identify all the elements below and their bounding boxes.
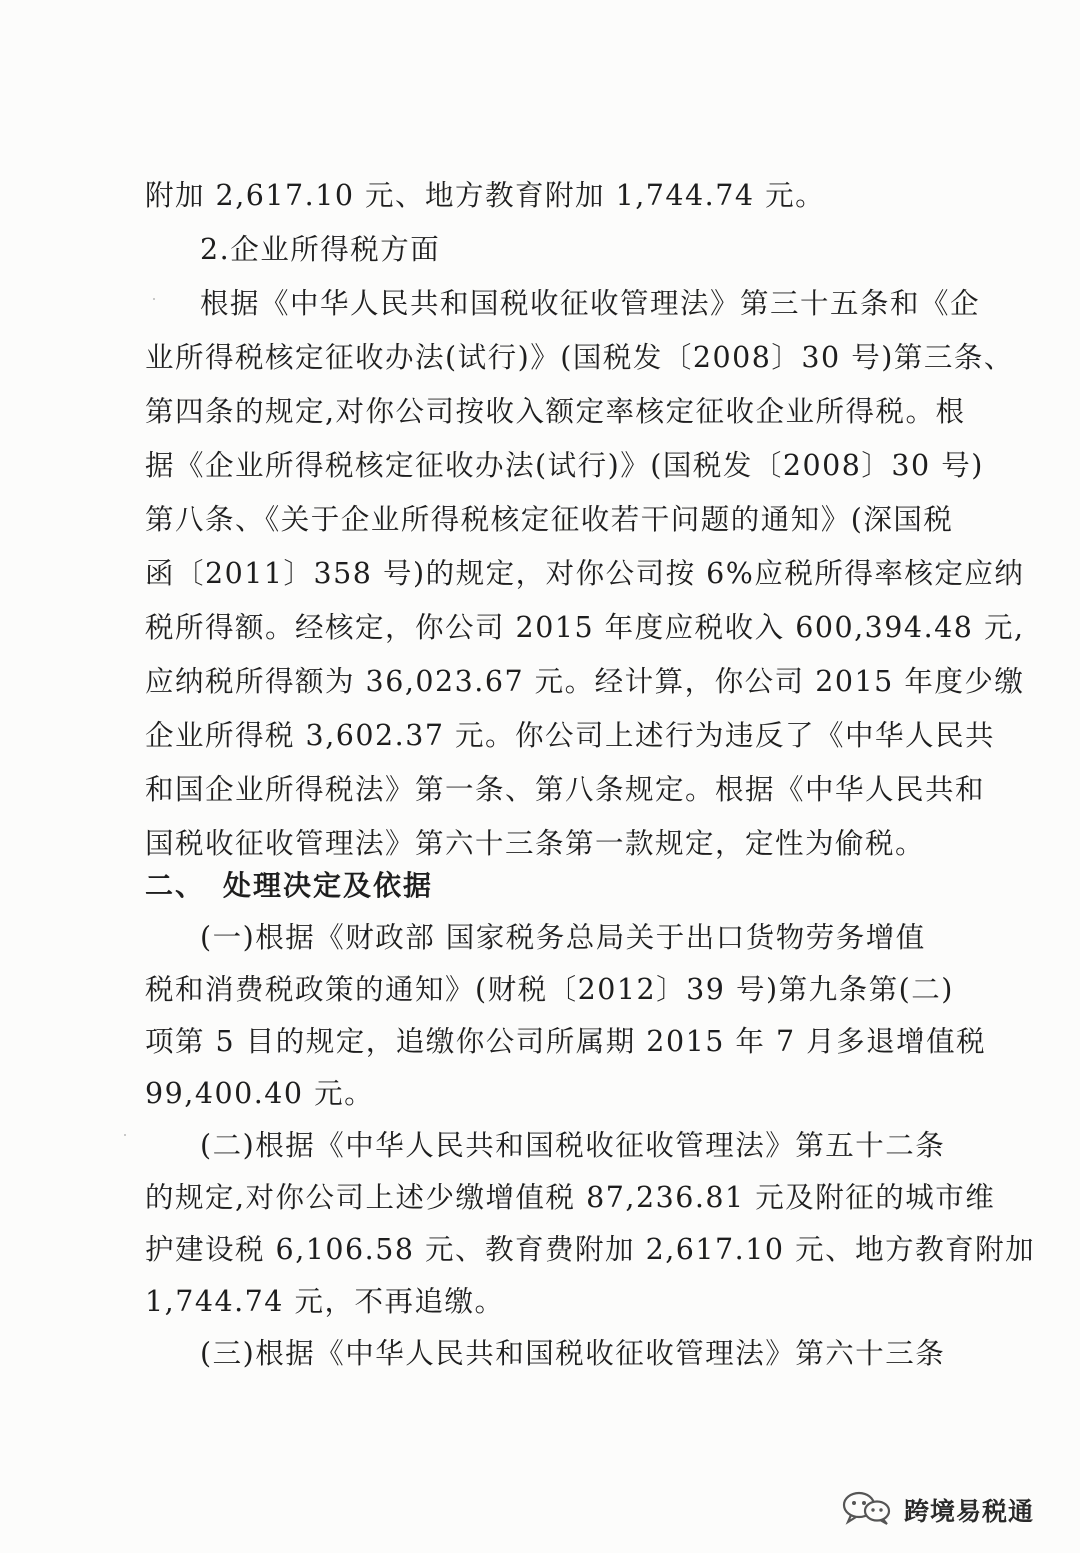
watermark — [842, 1490, 1034, 1530]
text-line: 业所得税核定征收办法(试行)》(国税发〔2008〕30 号)第三条、 — [145, 341, 1014, 374]
text-line: 的规定,对你公司上述少缴增值税 87,236.81 元及附征的城市维 — [145, 1181, 996, 1214]
text-line: (二)根据《中华人民共和国税收征收管理法》第五十二条 — [200, 1129, 946, 1162]
scan-speck — [153, 298, 155, 300]
text-line: (一)根据《财政部 国家税务总局关于出口货物劳务增值 — [200, 921, 926, 954]
text-line: 根据《中华人民共和国税收征收管理法》第三十五条和《企 — [200, 287, 981, 320]
section-number: 二、 — [145, 869, 206, 902]
text-line: 护建设税 6,106.58 元、教育费附加 2,617.10 元、地方教育附加 — [145, 1233, 1036, 1266]
subsection-heading: 2.企业所得税方面 — [200, 233, 441, 266]
text-line: 99,400.40 元。 — [145, 1077, 375, 1110]
text-line: 附加 2,617.10 元、地方教育附加 1,744.74 元。 — [145, 179, 826, 212]
watermark-text: 跨境易税通 — [904, 1497, 1035, 1526]
text-line: 企业所得税 3,602.37 元。你公司上述行为违反了《中华人民共 — [145, 719, 996, 752]
text-line: 应纳税所得额为 36,023.67 元。经计算，你公司 2015 年度少缴 — [145, 665, 1025, 698]
text-line: 1,744.74 元，不再追缴。 — [145, 1285, 505, 1318]
text-line: (三)根据《中华人民共和国税收征收管理法》第六十三条 — [200, 1337, 946, 1370]
text-line: 第八条、《关于企业所得税核定征收若干问题的通知》(深国税 — [145, 503, 954, 536]
text-line: 税所得额。经核定，你公司 2015 年度应税收入 600,394.48 元, — [145, 611, 1025, 644]
text-line: 第四条的规定,对你公司按收入额定率核定征收企业所得税。根 — [145, 395, 966, 428]
section-heading — [145, 866, 433, 906]
text-line: 函〔2011〕358 号)的规定，对你公司按 6%应税所得率核定应纳 — [145, 557, 1025, 590]
text-line: 税和消费税政策的通知》(财税〔2012〕39 号)第九条第(二) — [145, 973, 954, 1006]
text-line: 和国企业所得税法》第一条、第八条规定。根据《中华人民共和 — [145, 773, 986, 806]
scan-speck — [124, 1134, 126, 1136]
wechat-icon — [842, 1490, 894, 1530]
text-line: 国税收征收管理法》第六十三条第一款规定，定性为偷税。 — [145, 827, 926, 860]
text-line: 项第 5 目的规定，追缴你公司所属期 2015 年 7 月多退增值税 — [145, 1025, 987, 1058]
text-line: 据《企业所得税核定征收办法(试行)》(国税发〔2008〕30 号) — [145, 449, 984, 482]
section-title: 处理决定及依据 — [223, 869, 434, 902]
